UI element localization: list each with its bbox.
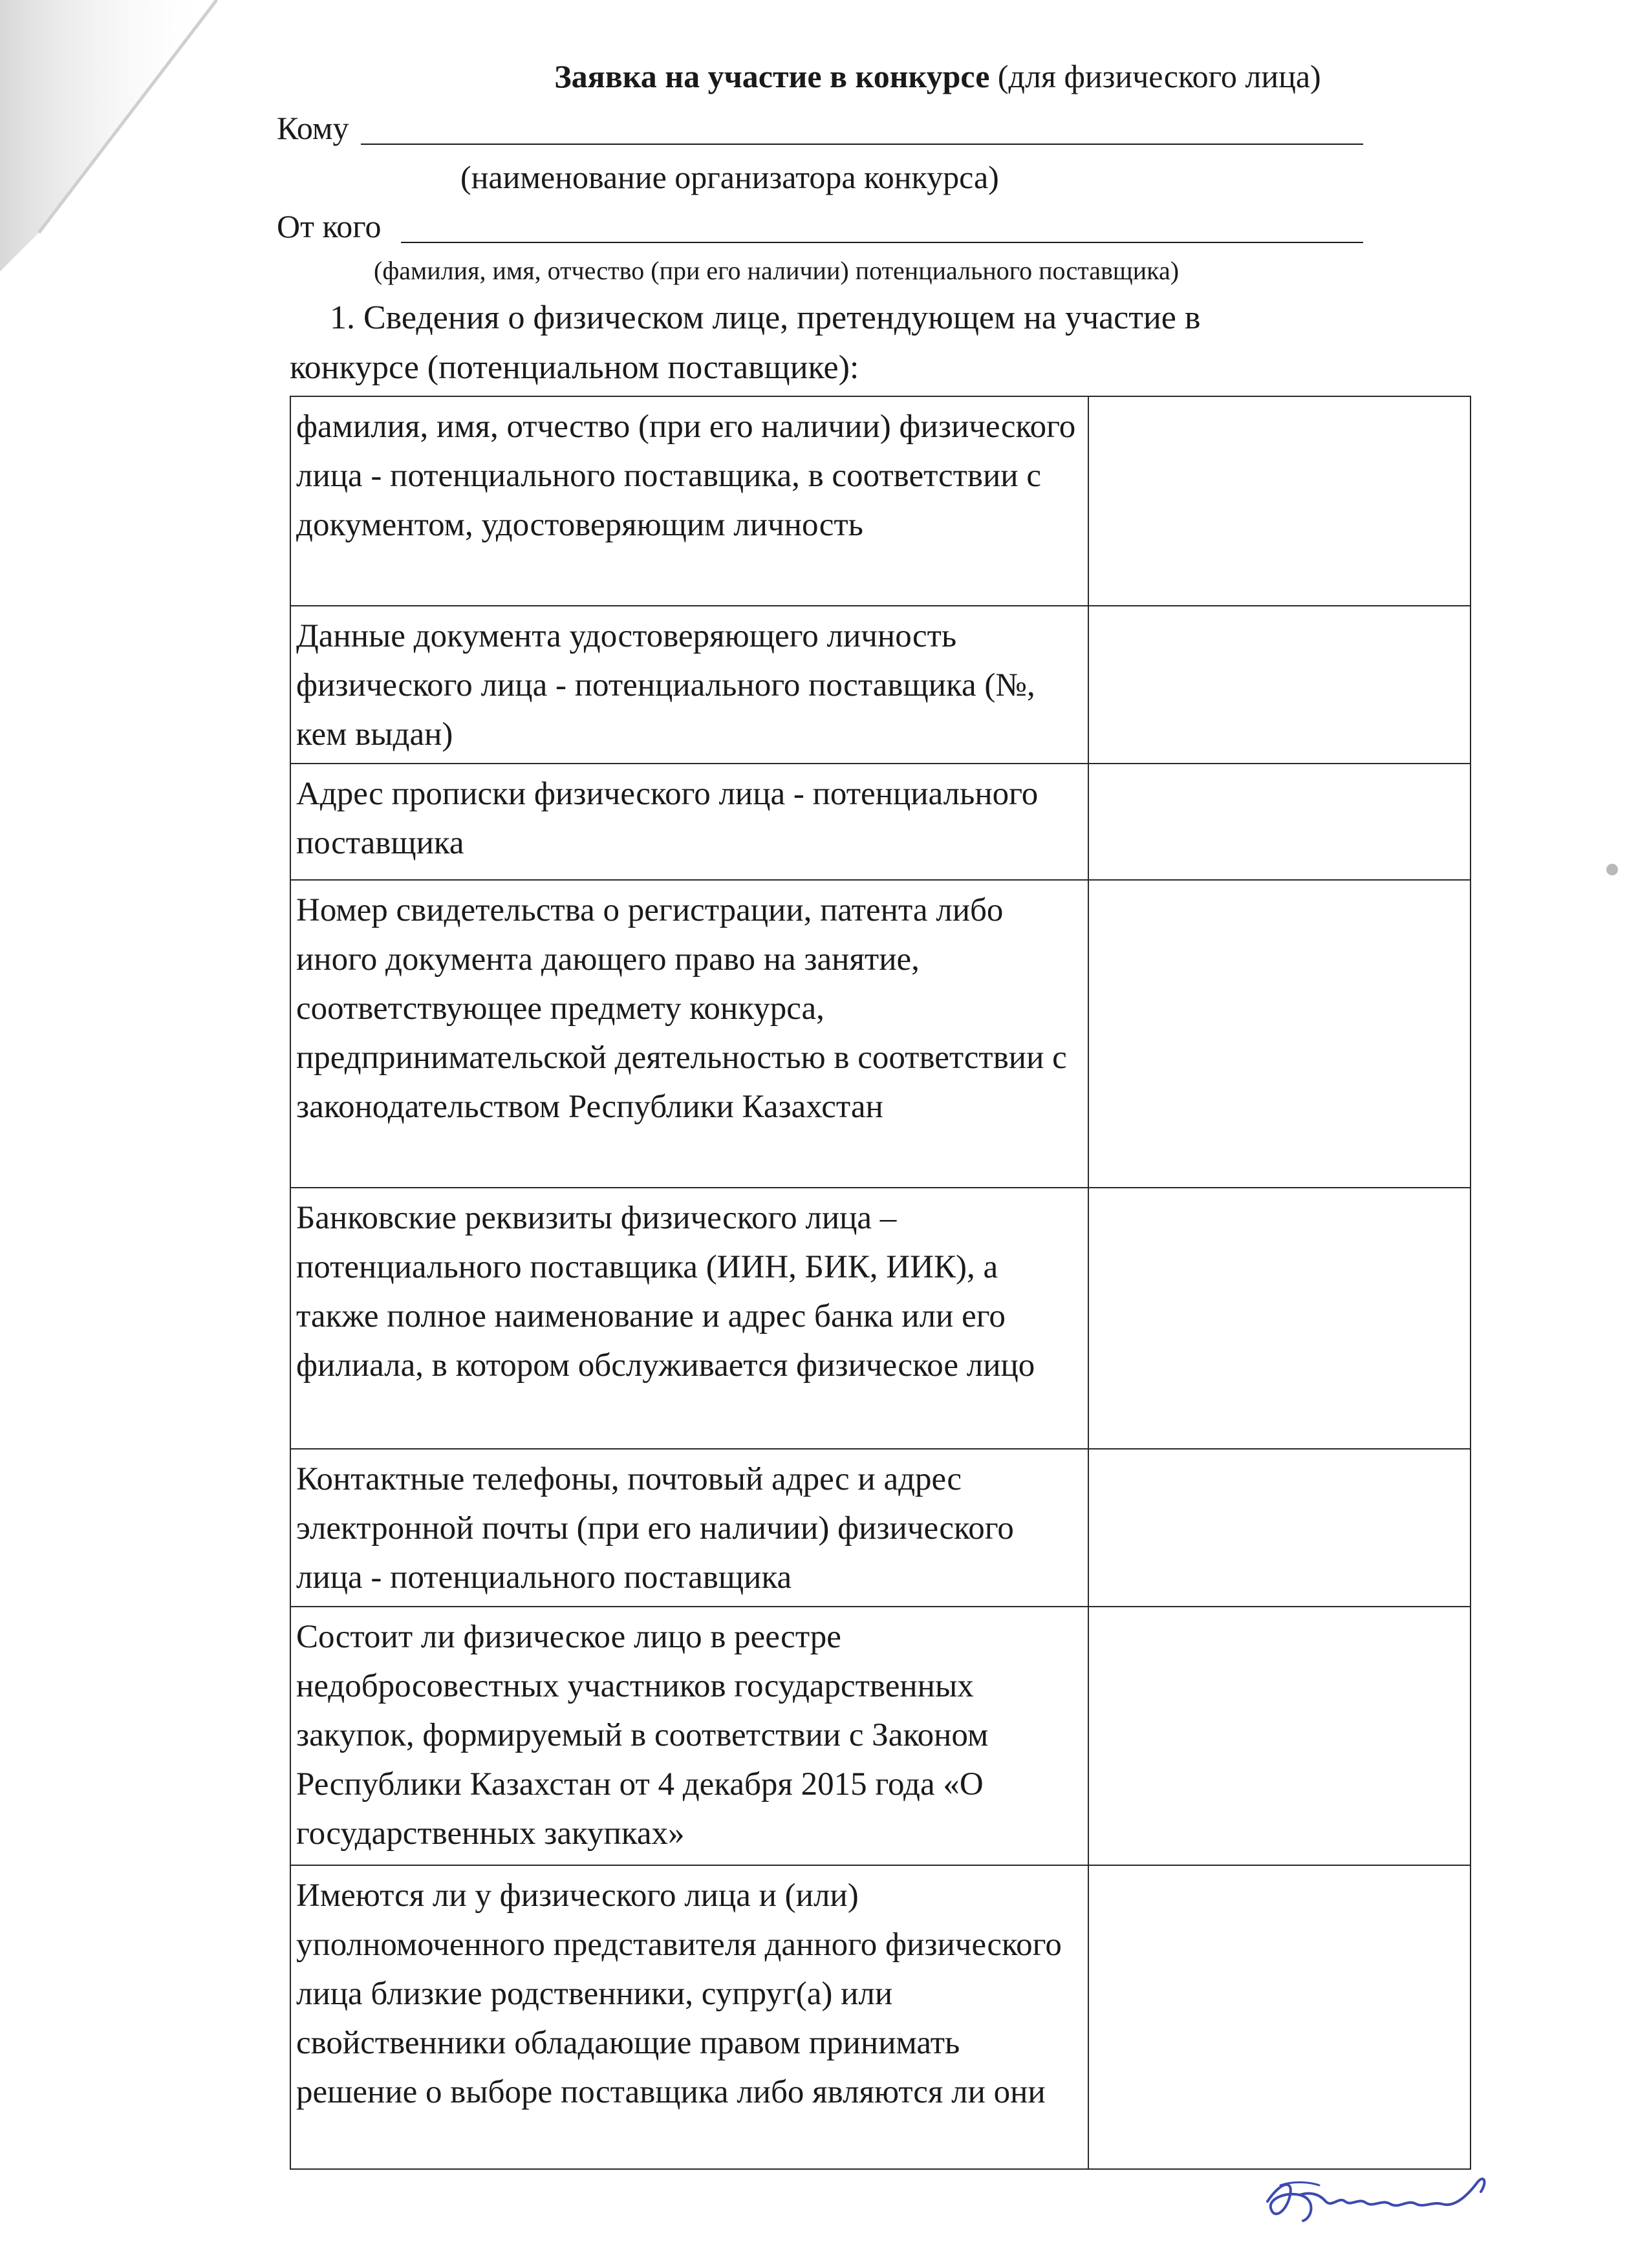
row-label: фамилия, имя, отчество (при его наличии) физического лица - потенциального поставщика, в соответствии с документом, удостоверяющим личность (290, 396, 1088, 606)
row-label: Контактные телефоны, почтовый адрес и адрес электронной почты (при его наличии) физического лица - потенциального поставщика (290, 1449, 1088, 1607)
row-value-field[interactable] (1088, 1607, 1471, 1865)
row-label: Адрес прописки физического лица - потенциального поставщика (290, 764, 1088, 880)
form-title-rest: (для физического лица) (989, 58, 1321, 94)
table-row (290, 1188, 1471, 1449)
signature-image (1255, 2156, 1513, 2240)
row-label: Банковские реквизиты физического лица – потенциального поставщика (ИИН, БИК, ИИК), а также полное наименование и адрес банка или его филиала, в котором обслуживается физическое лицо (290, 1188, 1088, 1449)
row-label: Состоит ли физическое лицо в реестре недобросовестных участников государственных закупок, формируемый в соответствии с Законом Республики Казахстан от 4 декабря 2015 года «О государственных закупках» (290, 1607, 1088, 1865)
to-underline[interactable] (361, 144, 1363, 145)
row-value-field[interactable] (1088, 764, 1471, 880)
form-title-bold: Заявка на участие в конкурсе (554, 58, 990, 94)
table-row (290, 1865, 1471, 2169)
section1-intro-line1: 1. Сведения о физическом лице, претендующем на участие в (330, 299, 1201, 336)
from-caption: (фамилия, имя, отчество (при его наличии) потенциального поставщика) (374, 256, 1180, 285)
form-title (0, 57, 1649, 96)
row-label: Данные документа удостоверяющего личность физического лица - потенциального поставщика (№, кем выдан) (290, 606, 1088, 764)
scan-fold-shadow (0, 0, 233, 278)
table-row (290, 1449, 1471, 1607)
table-row (290, 606, 1471, 764)
table-row (290, 764, 1471, 880)
table-row (290, 880, 1471, 1188)
to-label: Кому (277, 110, 349, 146)
table-row (290, 1607, 1471, 1865)
row-label: Номер свидетельства о регистрации, патента либо иного документа дающего право на занятие, соответствующее предмету конкурса, предпринимательской деятельностью в соответствии с законодательством Республики Казахстан (290, 880, 1088, 1188)
row-value-field[interactable] (1088, 880, 1471, 1188)
supplier-info-table (290, 396, 1471, 2170)
section1-intro-line2: конкурсе (потенциальном поставщике): (290, 349, 859, 386)
from-label: От кого (277, 208, 382, 244)
row-value-field[interactable] (1088, 396, 1471, 606)
from-underline[interactable] (401, 242, 1363, 243)
row-value-field[interactable] (1088, 606, 1471, 764)
row-value-field[interactable] (1088, 1449, 1471, 1607)
row-label: Имеются ли у физического лица и (или) уполномоченного представителя данного физического лица близкие родственники, супруг(а) или свойственники обладающие правом принимать решение о выборе поставщика либо являются ли они (290, 1865, 1088, 2169)
row-value-field[interactable] (1088, 1188, 1471, 1449)
row-value-field[interactable] (1088, 1865, 1471, 2169)
scan-speck (1606, 864, 1618, 875)
to-caption: (наименование организатора конкурса) (460, 159, 999, 195)
table-row (290, 396, 1471, 606)
